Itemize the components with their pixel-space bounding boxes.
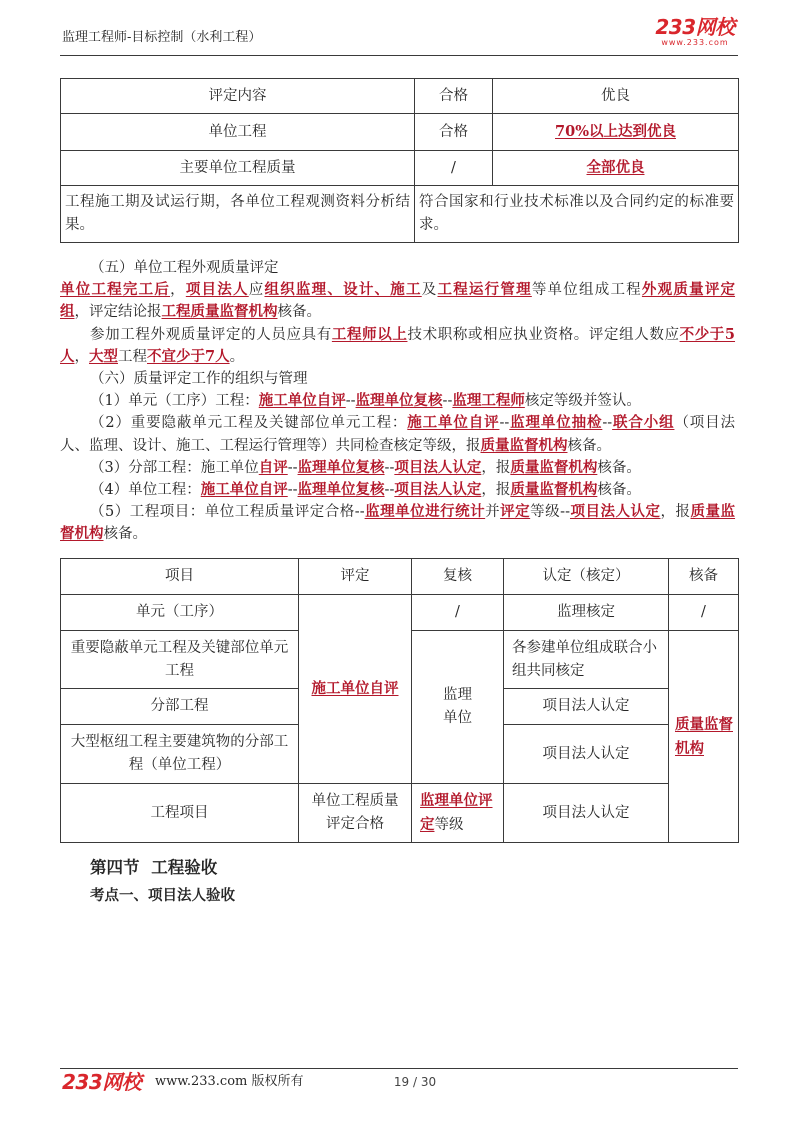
header-logo-url: www.233.com [661,38,729,47]
text-run: 等级-- [530,504,570,521]
cell-review [412,784,504,843]
text-run: -- [499,415,510,432]
footer-copyright: www.233.com 版权所有 [155,1074,304,1089]
key-term: 单位工程完工后 [60,281,171,299]
footer-rule [60,1068,738,1069]
table-header-row [61,559,739,595]
key-term: 外观质量评定 [641,281,736,299]
cell-item: 重要隐蔽单元工程及关键部位单元工程 [61,631,299,689]
key-term: 不少于5 [679,325,736,343]
header-cell-item: 项目 [61,559,299,595]
key-term: 监理单位复核 [297,481,385,499]
text-line [60,457,735,479]
section-6-item [60,457,735,479]
text-run: ，报 [660,504,691,521]
text-run: 核备。 [597,482,641,499]
text-run: -- [442,393,453,410]
text-run: 应 [248,282,265,299]
text-run: 工程 [118,348,147,365]
cell-content: 主要单位工程质量 [61,151,415,186]
key-term: 项目法人 [185,281,249,299]
key-term: 工程运行管理 [437,281,532,299]
header-cell-record: 核备 [669,559,739,595]
text-run: 等级 [434,817,464,833]
text-line [60,390,735,412]
text-run: ，评定结论报 [74,304,162,321]
text-run: ， [170,282,186,299]
key-term: 联合小组 [612,414,675,432]
text-run: （项目法 [674,415,736,432]
table-row [61,151,739,186]
header-cell-excellent: 优良 [493,79,739,114]
section-6-item [60,479,735,501]
key-term: 项目法人认定 [394,458,482,476]
cell-confirm: 项目法人认定 [504,725,669,784]
table-row [61,595,739,631]
key-term: 质量监督机构 [675,715,733,757]
table-header-row [61,79,739,114]
header-logo-text: 233网校 [655,15,735,39]
key-term: 质量监督机构 [480,436,568,454]
key-term: 监理单位进行统计 [364,503,486,521]
cell-confirm: 项目法人认定 [504,784,669,843]
cell-qualified: 合格 [415,114,493,151]
text-line [60,324,735,346]
section-title: 第四节 工程验收 [90,858,218,877]
cell-content: 单位工程 [61,114,415,151]
cell-content: 工程施工期及试运行期，各单位工程观测资料分析结果。 [61,186,415,243]
text-run: -- [384,459,395,476]
text-run: 核备。 [597,459,641,476]
text-line [60,301,735,323]
key-term: 全部优良 [586,159,645,176]
cell-review-line: 单位 [443,710,472,726]
key-term: 项目法人认定 [569,503,661,521]
body-text [60,257,735,546]
text-run: 核备。 [277,304,321,321]
text-line [60,501,735,523]
header-cell-content: 评定内容 [61,79,415,114]
section-6-item [60,390,735,412]
text-run: 核备。 [103,526,147,543]
text-run: ，报 [481,459,511,476]
key-term: 大型 [89,347,118,365]
key-term: 监理单位复核 [355,392,443,410]
text-run: （3）分部工程：施工单位 [90,459,259,476]
key-term: 监理单位复核 [297,458,385,476]
table-row [61,784,739,843]
text-run: -- [384,482,395,499]
key-term: 监理单位抽检 [509,414,603,432]
text-run: 等单位组成工程 [531,282,642,299]
text-run: ，报 [481,482,511,499]
key-term: 施工单位自评 [258,392,346,410]
header-cell-qualified: 合格 [415,79,493,114]
cell-record-shared [669,631,739,843]
text-line [60,523,735,545]
cell-item: 单元（工序） [61,595,299,631]
section-5-paragraph [60,279,735,323]
cell-evaluate: 单位工程质量评定合格 [299,784,412,843]
text-run: 并 [485,504,501,521]
grade-criteria-table [60,78,739,243]
text-run: 参加工程外观质量评定的人员应具有 [90,326,332,343]
text-run: 核备。 [567,437,611,454]
text-run: 人、监理、设计、施工、工程运行管理等）共同检查核定等级，报 [60,437,481,454]
page-number: 19 / 30 [393,1075,437,1089]
cell-confirm: 监理核定 [504,595,669,631]
section-6-heading: （六）质量评定工作的组织与管理 [90,371,308,388]
cell-item: 工程项目 [61,784,299,843]
text-run: ， [74,348,89,365]
text-run: -- [287,482,298,499]
key-term: 自评 [258,458,288,476]
cell-confirm: 项目法人认定 [504,689,669,725]
section-6-item [60,412,735,456]
text-run: （5）工程项目：单位工程质量评定合格-- [90,504,365,521]
text-run: 。 [229,348,245,365]
text-line [60,479,735,501]
key-term: 不宜少于7人 [147,347,230,365]
key-term: 监理单位评定 [420,792,493,833]
cell-excellent [493,151,739,186]
key-term: 人 [60,347,75,365]
footer-logo: 233网校 [62,1070,142,1094]
key-term: 组 [60,303,75,321]
cell-review-shared [412,631,504,784]
key-term: 工程师以上 [331,325,408,343]
section-6-item [60,501,735,545]
key-term: 工程质量监督机构 [161,303,278,321]
cell-review: / [412,595,504,631]
key-term: 70%以上达到优良 [555,123,676,140]
text-line [60,412,735,434]
text-run: （4）单位工程： [90,482,201,499]
text-run: -- [345,393,356,410]
key-term: 施工单位自评 [311,680,399,697]
running-header-title: 监理工程师-目标控制（水利工程） [62,30,262,45]
text-run: 技术职称或相应执业资格。评定组人数应 [407,326,680,343]
key-term: 质量监督机构 [510,481,598,499]
cell-review-line: 监理 [443,687,472,703]
text-line [60,279,735,301]
table-row [61,114,739,151]
header-cell-evaluate: 评定 [299,559,412,595]
exam-point-title: 考点一、项目法人验收 [90,887,235,904]
cell-record: / [669,595,739,631]
key-term: 组织监理、设计、施工 [264,281,422,299]
cell-excellent [493,114,739,151]
key-term: 监理工程师 [452,392,525,410]
text-run: （1）单元（工序）工程： [90,393,259,410]
key-term: 施工单位自评 [407,414,500,432]
evaluation-workflow-table [60,558,739,843]
text-line [60,346,735,368]
key-term: 质量监 [690,503,736,521]
text-run: -- [602,415,613,432]
cell-item: 大型枢纽工程主要建筑物的分部工程（单位工程） [61,725,299,784]
text-run: 及 [421,282,438,299]
cell-qualified: / [415,151,493,186]
key-term: 质量监督机构 [510,458,598,476]
header-logo [652,16,738,48]
section-5-heading: （五）单位工程外观质量评定 [90,260,279,276]
header-cell-confirm: 认定（核定） [504,559,669,595]
text-line [60,435,735,457]
cell-item: 分部工程 [61,689,299,725]
cell-evaluate-shared [299,595,412,784]
text-run: 核定等级并签认。 [524,393,641,410]
section-5-paragraph [60,324,735,368]
table-row [61,186,739,243]
key-term: 施工单位自评 [200,481,288,499]
cell-confirm: 各参建单位组成联合小组共同核定 [504,631,669,689]
text-run: （2）重要隐蔽单元工程及关键部位单元工程： [90,415,408,432]
key-term: 督机构 [60,525,104,543]
text-run: -- [287,459,298,476]
header-cell-review: 复核 [412,559,504,595]
key-term: 项目法人认定 [394,481,482,499]
key-term: 评定 [500,503,531,521]
header-rule [60,55,738,56]
cell-requirement: 符合国家和行业技术标准以及合同约定的标准要求。 [415,186,739,243]
